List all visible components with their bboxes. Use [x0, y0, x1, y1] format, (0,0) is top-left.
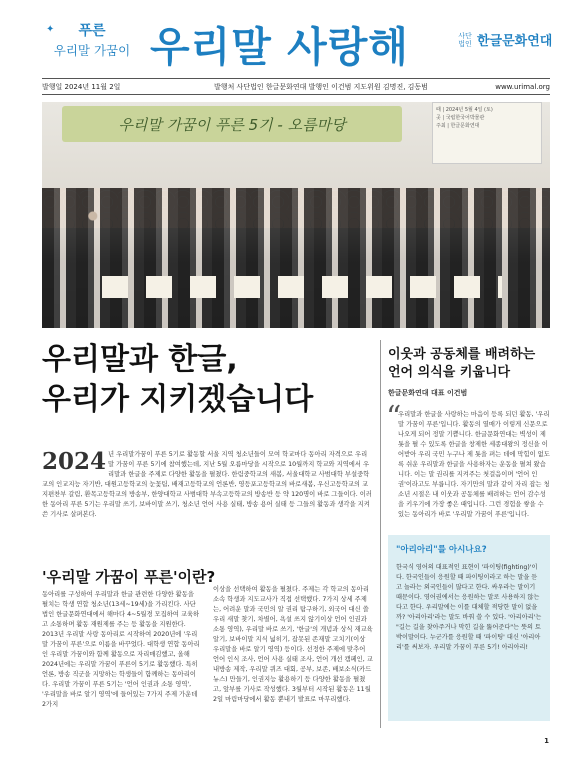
mini-logo-line2: 우리말 가꿈이: [53, 43, 131, 58]
column-divider: [380, 340, 381, 728]
org-logo-name: 한글문화연대: [477, 34, 553, 49]
star-icon: ✦: [46, 24, 55, 35]
lead-paragraph: [42, 450, 372, 520]
section-title: '우리말 가꿈이 푸른'이란?: [42, 568, 216, 586]
info-bar: [42, 78, 550, 95]
poster-line: 곳 | 국립한국어박물관: [436, 115, 485, 121]
publisher-info: 발행처 사단법인 한글문화연대 발행인 이건범 지도위원 김명진, 김동범: [214, 82, 428, 91]
sidebar-box-title: "아리아리"를 아시나요?: [396, 545, 487, 555]
section-column-b: 이상을 선택하여 활동을 펼쳤다. 주제는 각 학교의 동아리 소속 학생과 지도교사가 직접 선택했다. 7가지 상세 주제는, 어려운 말과 국민의 알 권리 탐구하기, 외국어 대신 쓸 우리 새말 찾기, 차별어, 욕설 쓰지 않기이상 언어 인권과 소통 영역), 우리말 바로 쓰기, '한글'의 개념과 상식 재교육 알기, 보바이말 지식 넓히기, 잡못된 존재말 고치기(이상 우리말을 바로 알기 영역) 등이다. 선정한 주제에 맞추어 언어 인식 조사, 언어 사용 실태 조사, 언어 개선 캠페인, 교내방송 제작, 우리말 퀴즈 대회, 공부, 보존, 배보소식(카드뉴스) 만들기, 인권지능 활용하기 등 다양한 활동을 펼쳤고, 앞부를 기사로 작성했다. 3월부터 시작된 활동은 11월 2일 마림마당에서 활동 뿐내기 발표로 마무리했다.: [213, 586, 373, 703]
lead-text: 년 우리말가꿈이 푸른 5기로 활동할 서울 지역 청소년들이 모여 학교마다 동아리 자격으로 우리말 가꿈이 푸른 5기에 참여했는데, 지난 5월 오름마당을 시작으로 10월까지 학교와 지역에서 우리말과 한글을 주제로 다양한 활동을 펼쳤다. 한림중학교의 새봄, 서울대학교 사범대학 부설중학교의 인교지능 자기반, 대원고등학교의 눈꽃팀, 배재고등학교의 언론반, 영등포고등학교의 바로새봄, 우신고등학교의 교지편찬부 갈림, 환목고등학교의 방송부, 한양대학교 사범대학 부속고등학교의 방송반 등 약 120명이 바로 그들이다. 이러한 동아리 푸른 5기는 우리말 쓰기, 보바이말 쓰기, 청소년 언어 사용 실태, 방송 용어 실태 등 그들의 활동과 생각을 지켜 쓴 기사로 살펴본다.: [42, 451, 372, 518]
page-number: 1: [544, 737, 549, 745]
poster-line: 때 | 2024년 5월 4일 (토): [436, 107, 493, 113]
mini-logo-line1: 푸른: [78, 23, 106, 39]
photo-people: [42, 188, 550, 328]
editorial-body: 우리말과 한글을 사랑하는 마음이 등록 되던 활동, '우리말 가꿈이 푸른'입니다. 활동의 열매가 이렇게 신문으로 나오게 되어 정말 기쁩니다. 한글문화연대는 벽성이 제 톳을 펼 수 있도록 한글을 창제한 세종대왕의 정신을 이어받아 우리 국민 누구나 제 톳을 펴는 데에 막힘이 없도록 쉬운 우리말과 한글을 사용하자는 운동을 펼쳐 왔습니다. 이는 말 권리를 지켜주는 첫걸음이며 '언어 인권'이라고도 부릅니다. 자기만의 말과 같이 자리 잡는 청소년 시절은 내 이웃과 공동체를 배려하는 언어 감수성을 키우기에 가장 좋은 때입니다. 그런 경험을 쌓을 수 있는 동아리가 바로 '우리말 가꿈이 푸른'입니다.: [398, 411, 550, 518]
mini-logo: [42, 20, 142, 59]
lead-year: 2024: [42, 448, 107, 475]
photo-certificates: [102, 276, 502, 298]
section-column-a: 동아리를 구성하여 우리말과 한글 관련한 다양한 활동을 펼치는 학생 연합 청소년(13세~19세)을 가리킨다. 사단법인 한글문화연대에서 해마다 4~5월경 모집하여 교육하고 소통하며 활동 재원제를 주는 등 활동을 지원한다. 2013년 우리말 사랑 동아리로 시작하여 2020년에 '우리말 가꿈이 푸른'으로 이름을 바꾸었다. 대학생 연합 동아리인 우리말 가꿈이와 함께 활동으로 자리매김했고, 올해 2024년에는 우리말 가꿈이 푸른이 5기로 활동했다. 특히 언론, 방송 직군을 지망하는 학생들이 함께하는 동아리이다. 우리말 가꿈이 푸른 5기는 '언어 인권과 소통 영역', '우리말을 바로 알기 영역'에 들어있는 7가지 주제 가운데 2가지: [42, 591, 200, 708]
masthead: [0, 0, 573, 80]
editorial-byline: 한글문화연대 대표 이건범: [388, 389, 468, 397]
group-photo: [42, 102, 550, 328]
newspaper-title: 우리말 사랑해: [150, 23, 409, 71]
quote-mark: “: [386, 400, 402, 435]
headline-line2: 우리가 지키겠습니다: [42, 382, 314, 417]
poster-line: 주최 | 한글문화연대: [436, 123, 480, 129]
photo-poster: [432, 102, 542, 164]
photo-banner: 우리말 가꿈이 푸른 5기 - 오름마당: [62, 106, 402, 142]
org-logo: [456, 30, 552, 49]
sidebar-box: [388, 535, 550, 721]
website-link[interactable]: www.urimal.org: [495, 82, 550, 91]
editorial-title: 이웃과 공동체를 배려하는 언어 의식을 키웁니다: [388, 347, 536, 380]
main-headline: [42, 340, 372, 420]
sidebar-box-body: 한국식 영어의 대표적인 표현이 '파이팅(fighting)'이다. 한국인들이 응원할 때 파이팅이라고 하는 말을 듣고 놀라는 외국인들이 많다고 한다. 싸우라는 말이기 때문이다. 영어권에서는 응원하는 말로 사용하지 않는다고 한다. 우리말에는 이를 대체할 적당한 말이 없을까? '아리아리'라는 말도 바꿔 쓸 수 있다. '아리아리'는 "길는 길을 찾아주거나 막힌 길을 뚫어준다"는 뜻의 토박이말이다. 누군가를 응원할 때 '파이팅' 대신 '아리아리'를 써보자. 우리말 가꿈이 푸른 5기! 아리아리!: [396, 564, 542, 651]
org-logo-small: 사단 법인: [458, 31, 472, 48]
issue-date: 발행일 2024년 11월 2일: [42, 82, 121, 91]
headline-line1: 우리말과 한글,: [42, 342, 238, 377]
